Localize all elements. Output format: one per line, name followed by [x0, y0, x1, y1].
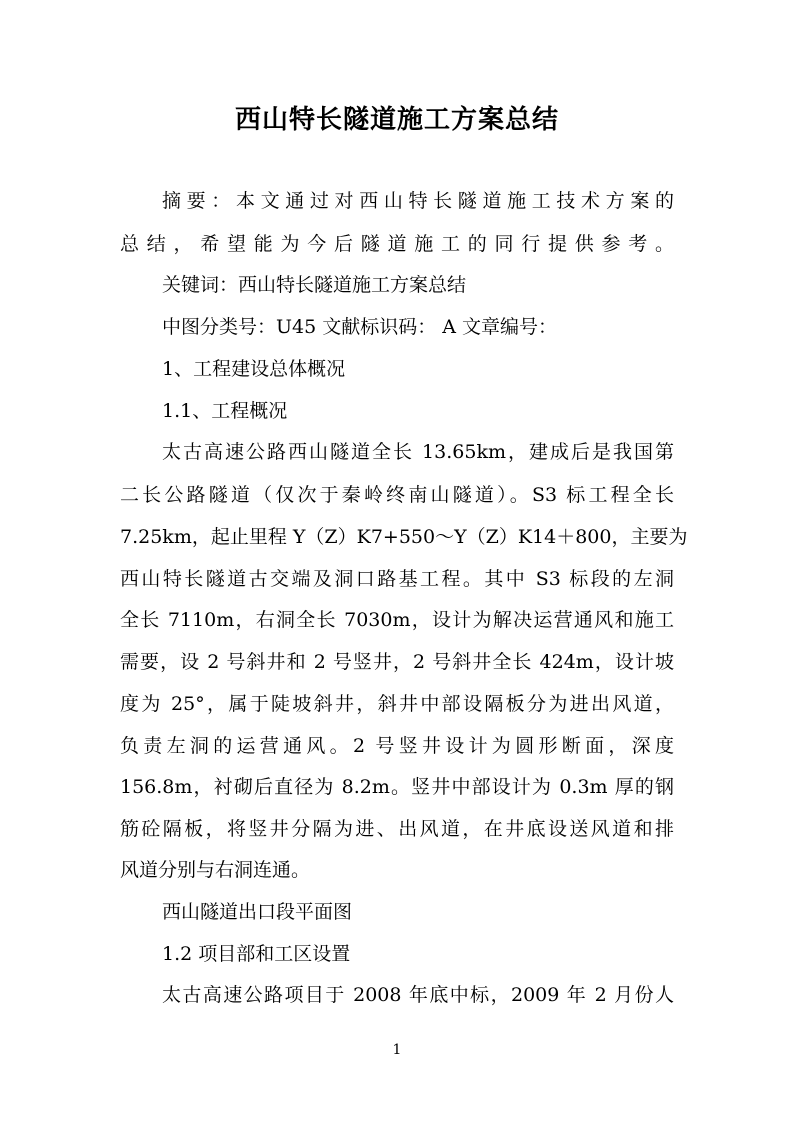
paragraph-line: 筋砼隔板，将竖井分隔为进、出风道，在井底设送风道和排 [120, 818, 674, 840]
keywords: 关键词：西山特长隧道施工方案总结 [162, 274, 467, 296]
paragraph-line: 度为 25°，属于陡坡斜井，斜井中部设隔板分为进出风道， [120, 693, 674, 715]
paragraph-line: 二长公路隧道（仅次于秦岭终南山隧道）。S3 标工程全长 [120, 484, 674, 506]
paragraph-line: 风道分别与右洞连通。 [120, 859, 311, 881]
classification-line: 中图分类号：U45 文献标识码： A 文章编号： [162, 316, 558, 338]
section-heading-1-2: 1.2 项目部和工区设置 [162, 943, 351, 965]
figure-caption: 西山隧道出口段平面图 [162, 901, 353, 923]
paragraph-line: 7.25km，起止里程 Y（Z）K7+550～Y（Z）K14＋800，主要为 [120, 526, 688, 548]
paragraph-line: 西山特长隧道古交端及洞口路基工程。其中 S3 标段的左洞 [120, 568, 674, 590]
paragraph-line: 156.8m，衬砌后直径为 8.2m。竖井中部设计为 0.3m 厚的钢 [120, 776, 674, 798]
abstract-line: 总结，希望能为今后隧道施工的同行提供参考。 [120, 233, 674, 255]
document-title: 西山特长隧道施工方案总结 [234, 105, 559, 135]
paragraph-line: 全长 7110m，右洞全长 7030m，设计为解决运营通风和施工 [120, 609, 674, 631]
abstract-line: 摘要：本文通过对西山特长隧道施工技术方案的 [162, 190, 674, 212]
paragraph-line: 太古高速公路西山隧道全长 13.65km，建成后是我国第 [162, 441, 674, 463]
paragraph-line: 需要，设 2 号斜井和 2 号竖井，2 号斜井全长 424m，设计坡 [120, 651, 674, 673]
page-number: 1 [392, 1042, 402, 1058]
paragraph-line: 负责左洞的运营通风。2 号竖井设计为圆形断面，深度 [120, 735, 674, 757]
section-heading-1: 1、工程建设总体概况 [162, 358, 346, 380]
paragraph-line: 太古高速公路项目于 2008 年底中标，2009 年 2 月份人 [162, 984, 674, 1006]
section-heading-1-1: 1.1、工程概况 [162, 400, 288, 422]
